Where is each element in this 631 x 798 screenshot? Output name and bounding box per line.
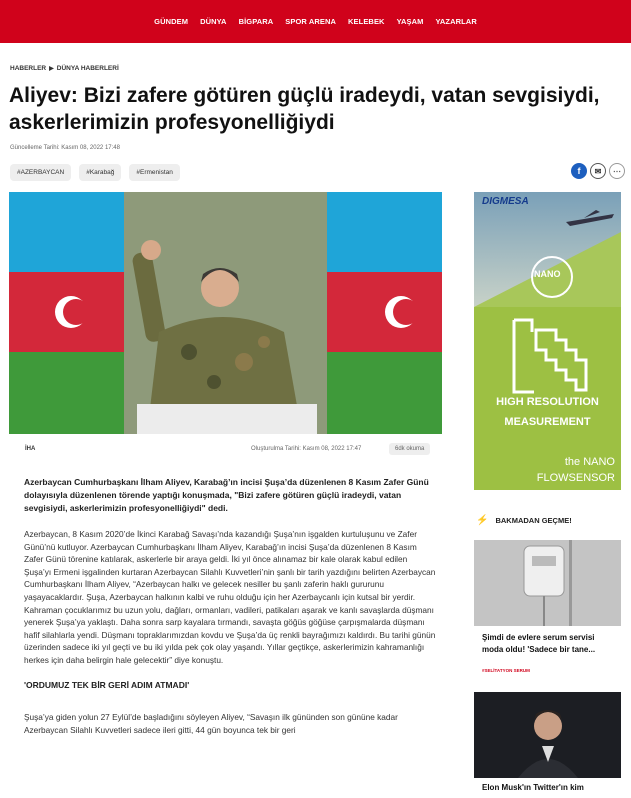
more-icon[interactable]: ⋯ xyxy=(609,163,625,179)
facebook-icon[interactable]: f xyxy=(571,163,587,179)
ad-tagline xyxy=(537,454,615,486)
reading-time-badge: 6dk okuma xyxy=(389,443,430,455)
updated-date: Güncelleme Tarihi: Kasım 08, 2022 17:48 xyxy=(10,145,120,151)
nav-item-bigpara[interactable]: BİGPARA xyxy=(238,17,274,26)
news-card-title[interactable]: Elon Musk'ın Twitter'ın kim xyxy=(482,783,584,792)
speaker-photo-illustration xyxy=(9,192,442,434)
sidebar-heading xyxy=(476,515,572,526)
tag-azerbaycan[interactable]: #AZERBAYCAN xyxy=(10,164,71,181)
breadcrumb-section[interactable]: DÜNYA HABERLERİ xyxy=(56,65,119,72)
advertisement[interactable] xyxy=(474,192,621,490)
article-paragraph: Azerbaycan, 8 Kasım 2020’de İkinci Karabağ Savaşı’nda kazandığı Şuşa’nın işgalden kurtuluşunu ve Zafer Günü’nü kutluyor. Azerbaycan Cumhurbaşkanı İlham Aliyev, Karabağ’ın incisi Şuşa’da düzenlenen 8 Kasım Zafer Günü törenine katılarak, askerlerle bir araya geldi. İki yıl önce alınamaz bir kale olarak kabul edilen Şuşa’yı Ermeni işgalinden kurtaran Azerbaycan Silahlı Kuvvetleri’nin şanlı bir tarih yazdığını belirten Azerbaycan Cumhurbaşkanı İlham Aliyev, “Azerbaycan halkı ve gelecek nesiller bu şanlı zaferin haklı gururunu yaşayacaklardır. Şuşa, Azerbaycan halkının kalbi ve ruhu olduğu için her Azerbaycanlı için kutsal bir yerdir. Kahraman çocuklarımız bu uzun yolu, dağları, ormanları, vadileri, patikaları aşarak ve kanlı savaşlarda düşmanı yenerek Şuşa’ya yaklaştı. Daha sonra sarp kayalara tırmandı, savaşta göğüs göğüse çarpışmalarda düşmanı hafif silahlarla yendi. Düşmanı topraklarımızdan kovdu ve Şuşa’da üç renkli bayrağımızı kaldırdı. Bu tarihi günün üzerinden sadece iki yıl geçti ve bu iki yılda pek çok olay yaşandı. Yıllar geçtikçe, askerlerimizin kahramanlığı herkes için daha belirgin hale gelecektir” diye konuştu. xyxy=(24,529,436,665)
news-card-title[interactable]: Şimdi de evlere serum servisi moda oldu! 'Sadece bir tane... xyxy=(482,633,596,654)
breadcrumb xyxy=(10,65,119,72)
top-navigation xyxy=(0,0,631,43)
chevron-right-icon: ▶ xyxy=(49,66,54,72)
nav-item-dunya[interactable]: DÜNYA xyxy=(200,17,227,26)
ad-tagline-line1: the NANO xyxy=(564,456,615,468)
ad-headline-line2: MEASUREMENT xyxy=(504,416,591,428)
news-card-tag[interactable]: #SELİTATYON SERUM xyxy=(482,668,530,673)
sidebar-heading-text: BAKMADAN GEÇME! xyxy=(495,516,572,525)
photo-meta xyxy=(9,443,442,457)
share-buttons xyxy=(571,163,625,179)
ad-headline-line1: HIGH RESOLUTION xyxy=(496,396,599,408)
news-card-image[interactable] xyxy=(474,540,621,626)
ad-product-name: NANO xyxy=(534,269,561,279)
news-card-image[interactable] xyxy=(474,692,621,778)
portrait-illustration xyxy=(474,692,621,778)
ad-artwork xyxy=(474,192,621,490)
tag-ermenistan[interactable]: #Ermenistan xyxy=(129,164,180,181)
ad-tagline-line2: FLOWSENSOR xyxy=(536,472,615,484)
ad-headline xyxy=(474,392,621,432)
bolt-icon: ⚡ xyxy=(476,515,489,526)
breadcrumb-home[interactable]: HABERLER xyxy=(10,65,47,72)
article-title: Aliyev: Bizi zafere götüren güçlü iradeydi, vatan sevgisiydi, askerlerimizin profesyonelliğiydi xyxy=(9,84,600,134)
article-lead: Azerbaycan Cumhurbaşkanı İlham Aliyev, Karabağ’ın incisi Şuşa’da düzenlenen 8 Kasım Zafer Günü dolayısıyla düzenlenen törende yaptığı konuşmada, "Bizi zafere götüren güçlü iradeydi, vatan sevgisiydi, askerlerimizin profesyonelliğiydi" dedi. xyxy=(24,477,429,513)
nav-item-kelebek[interactable]: KELEBEK xyxy=(348,17,385,26)
nav-item-yasam[interactable]: YAŞAM xyxy=(396,17,424,26)
news-source: İHA xyxy=(25,446,36,452)
tag-list xyxy=(10,164,180,181)
article-paragraph: Şuşa’ya giden yolun 27 Eylül’de başladığını söyleyen Aliyev, “Savaşın ilk gününden son gününe kadar Azerbaycan Silahlı Kuvvetleri sadece ileri gitti, 44 gün boyunca tek bir geri xyxy=(24,712,398,735)
tag-karabag[interactable]: #Karabağ xyxy=(79,164,121,181)
nav-item-yazarlar[interactable]: YAZARLAR xyxy=(435,17,477,26)
iv-bag-illustration xyxy=(474,540,621,626)
ad-logo: DIGMESA xyxy=(482,196,529,207)
nav-item-spor-arena[interactable]: SPOR ARENA xyxy=(285,17,337,26)
article-subheading: 'ORDUMUZ TEK BİR GERİ ADIM ATMADI' xyxy=(24,679,190,690)
created-date: Oluşturulma Tarihi: Kasım 08, 2022 17:47 xyxy=(251,446,362,452)
article-photo xyxy=(9,192,442,434)
mail-icon[interactable]: ✉ xyxy=(590,163,606,179)
nav-item-gundem[interactable]: GÜNDEM xyxy=(154,17,189,26)
article-body xyxy=(24,528,436,748)
